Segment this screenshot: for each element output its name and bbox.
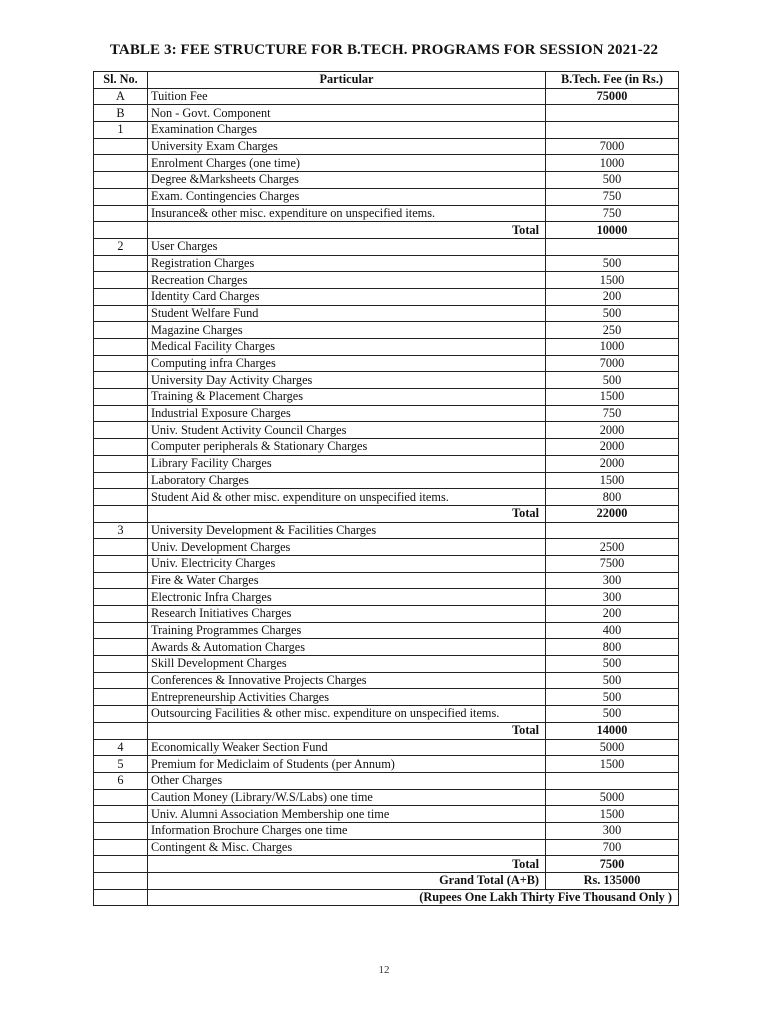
fee-cell (546, 105, 679, 122)
sl-no-cell (94, 606, 148, 623)
fee-cell: 500 (546, 255, 679, 272)
fee-cell: 500 (546, 656, 679, 673)
particular-cell: Registration Charges (148, 255, 546, 272)
sl-no-cell: 2 (94, 238, 148, 255)
particular-cell: Exam. Contingencies Charges (148, 188, 546, 205)
total-value: 14000 (546, 722, 679, 739)
total-label: Total (148, 722, 546, 739)
fee-cell: 750 (546, 205, 679, 222)
fee-cell: 800 (546, 639, 679, 656)
fee-cell: 800 (546, 489, 679, 506)
particular-cell: Training & Placement Charges (148, 389, 546, 406)
table-row (94, 672, 679, 689)
table-row (94, 455, 679, 472)
grand-total-row (94, 873, 679, 890)
table-row (94, 322, 679, 339)
particular-cell: University Day Activity Charges (148, 372, 546, 389)
sl-no-cell (94, 656, 148, 673)
particular-cell: Magazine Charges (148, 322, 546, 339)
total-value: 22000 (546, 505, 679, 522)
table-row (94, 639, 679, 656)
sl-no-cell: 5 (94, 756, 148, 773)
sl-no-cell (94, 405, 148, 422)
particular-cell: Awards & Automation Charges (148, 639, 546, 656)
fee-cell (546, 772, 679, 789)
particular-cell: University Exam Charges (148, 138, 546, 155)
page-title: TABLE 3: FEE STRUCTURE FOR B.TECH. PROGRAMS FOR SESSION 2021-22 (109, 42, 659, 58)
fee-cell: 75000 (546, 88, 679, 105)
table-row (94, 806, 679, 823)
table-row (94, 739, 679, 756)
table-row (94, 839, 679, 856)
fee-cell: 7000 (546, 355, 679, 372)
table-row (94, 656, 679, 673)
fee-cell: 2000 (546, 439, 679, 456)
table-row (94, 706, 679, 723)
table-row (94, 622, 679, 639)
table-row (94, 689, 679, 706)
table-row (94, 789, 679, 806)
table-row (94, 822, 679, 839)
particular-cell: Contingent & Misc. Charges (148, 839, 546, 856)
fee-cell: 5000 (546, 739, 679, 756)
particular-cell: Caution Money (Library/W.S/Labs) one time (148, 789, 546, 806)
sl-no-cell (94, 789, 148, 806)
table-row (94, 539, 679, 556)
sl-no-cell (94, 589, 148, 606)
table-row (94, 105, 679, 122)
fee-cell: 750 (546, 188, 679, 205)
table-row (94, 188, 679, 205)
sl-no-cell (94, 172, 148, 189)
table-row (94, 122, 679, 139)
table-row (94, 172, 679, 189)
sl-no-cell (94, 706, 148, 723)
page-number: 12 (378, 964, 390, 976)
table-row (94, 138, 679, 155)
fee-cell: 1500 (546, 806, 679, 823)
particular-cell: Library Facility Charges (148, 455, 546, 472)
table-row (94, 339, 679, 356)
fee-cell: 2000 (546, 422, 679, 439)
amount-in-words-sl (94, 889, 148, 906)
fee-cell: 400 (546, 622, 679, 639)
table-row (94, 255, 679, 272)
table-row (94, 305, 679, 322)
sl-no-cell (94, 222, 148, 239)
header-sl-no: Sl. No. (94, 72, 148, 89)
sl-no-cell (94, 288, 148, 305)
particular-cell: Examination Charges (148, 122, 546, 139)
sl-no-cell (94, 389, 148, 406)
fee-cell: 500 (546, 172, 679, 189)
table-row (94, 522, 679, 539)
particular-cell: Computing infra Charges (148, 355, 546, 372)
fee-cell: 500 (546, 372, 679, 389)
fee-cell: 300 (546, 572, 679, 589)
particular-cell: Student Aid & other misc. expenditure on unspecified items. (148, 489, 546, 506)
table-row (94, 88, 679, 105)
sl-no-cell (94, 472, 148, 489)
particular-cell: Univ. Electricity Charges (148, 555, 546, 572)
table-row (94, 288, 679, 305)
particular-cell: Non - Govt. Component (148, 105, 546, 122)
sl-no-cell (94, 422, 148, 439)
particular-cell: Univ. Development Charges (148, 539, 546, 556)
table-header-row (94, 72, 679, 89)
fee-cell: 500 (546, 689, 679, 706)
sl-no-cell (94, 205, 148, 222)
fee-cell (546, 238, 679, 255)
amount-in-words-row (94, 889, 679, 906)
total-row (94, 722, 679, 739)
particular-cell: Degree &Marksheets Charges (148, 172, 546, 189)
table-row (94, 472, 679, 489)
sl-no-cell (94, 322, 148, 339)
grand-total-sl (94, 873, 148, 890)
total-label: Total (148, 505, 546, 522)
sl-no-cell (94, 505, 148, 522)
grand-total-label: Grand Total (A+B) (148, 873, 546, 890)
fee-cell: 700 (546, 839, 679, 856)
sl-no-cell (94, 555, 148, 572)
fee-cell (546, 122, 679, 139)
fee-cell: 500 (546, 305, 679, 322)
particular-cell: Entrepreneurship Activities Charges (148, 689, 546, 706)
fee-cell: 300 (546, 822, 679, 839)
fee-cell: 750 (546, 405, 679, 422)
particular-cell: Fire & Water Charges (148, 572, 546, 589)
table-row (94, 489, 679, 506)
particular-cell: Univ. Student Activity Council Charges (148, 422, 546, 439)
fee-cell: 5000 (546, 789, 679, 806)
fee-cell: 200 (546, 606, 679, 623)
particular-cell: Enrolment Charges (one time) (148, 155, 546, 172)
table-row (94, 405, 679, 422)
particular-cell: Electronic Infra Charges (148, 589, 546, 606)
table-row (94, 572, 679, 589)
fee-cell: 250 (546, 322, 679, 339)
particular-cell: Medical Facility Charges (148, 339, 546, 356)
particular-cell: Conferences & Innovative Projects Charges (148, 672, 546, 689)
particular-cell: Information Brochure Charges one time (148, 822, 546, 839)
sl-no-cell: 1 (94, 122, 148, 139)
sl-no-cell: 4 (94, 739, 148, 756)
sl-no-cell (94, 272, 148, 289)
fee-cell: 200 (546, 288, 679, 305)
particular-cell: Recreation Charges (148, 272, 546, 289)
particular-cell: Research Initiatives Charges (148, 606, 546, 623)
sl-no-cell (94, 806, 148, 823)
header-particular: Particular (148, 72, 546, 89)
fee-cell: 300 (546, 589, 679, 606)
particular-cell: Identity Card Charges (148, 288, 546, 305)
fee-cell: 2000 (546, 455, 679, 472)
fee-cell: 7000 (546, 138, 679, 155)
sl-no-cell (94, 355, 148, 372)
particular-cell: Computer peripherals & Stationary Charges (148, 439, 546, 456)
sl-no-cell (94, 138, 148, 155)
particular-cell: Skill Development Charges (148, 656, 546, 673)
sl-no-cell: 3 (94, 522, 148, 539)
sl-no-cell: B (94, 105, 148, 122)
fee-cell: 1500 (546, 472, 679, 489)
fee-cell: 1500 (546, 756, 679, 773)
table-row (94, 372, 679, 389)
total-value: 7500 (546, 856, 679, 873)
sl-no-cell: 6 (94, 772, 148, 789)
table-row (94, 756, 679, 773)
fee-cell: 500 (546, 672, 679, 689)
table-row (94, 422, 679, 439)
table-row (94, 205, 679, 222)
header-fee: B.Tech. Fee (in Rs.) (546, 72, 679, 89)
total-label: Total (148, 222, 546, 239)
particular-cell: Industrial Exposure Charges (148, 405, 546, 422)
sl-no-cell (94, 622, 148, 639)
table-row (94, 589, 679, 606)
sl-no-cell (94, 339, 148, 356)
table-row (94, 389, 679, 406)
sl-no-cell (94, 539, 148, 556)
fee-cell: 2500 (546, 539, 679, 556)
particular-cell: Premium for Mediclaim of Students (per Annum) (148, 756, 546, 773)
sl-no-cell (94, 639, 148, 656)
particular-cell: Outsourcing Facilities & other misc. expenditure on unspecified items. (148, 706, 546, 723)
particular-cell: Tuition Fee (148, 88, 546, 105)
fee-cell: 1500 (546, 272, 679, 289)
sl-no-cell (94, 689, 148, 706)
particular-cell: User Charges (148, 238, 546, 255)
fee-cell (546, 522, 679, 539)
table-body (94, 88, 679, 872)
sl-no-cell (94, 255, 148, 272)
particular-cell: University Development & Facilities Charges (148, 522, 546, 539)
total-label: Total (148, 856, 546, 873)
particular-cell: Other Charges (148, 772, 546, 789)
table-row (94, 238, 679, 255)
fee-cell: 7500 (546, 555, 679, 572)
sl-no-cell (94, 188, 148, 205)
table-row (94, 272, 679, 289)
amount-in-words: (Rupees One Lakh Thirty Five Thousand Only ) (148, 889, 679, 906)
table-row (94, 606, 679, 623)
fee-structure-table (93, 71, 679, 906)
table-row (94, 439, 679, 456)
sl-no-cell (94, 839, 148, 856)
particular-cell: Univ. Alumni Association Membership one time (148, 806, 546, 823)
particular-cell: Training Programmes Charges (148, 622, 546, 639)
sl-no-cell (94, 672, 148, 689)
grand-total-value: Rs. 135000 (546, 873, 679, 890)
sl-no-cell (94, 155, 148, 172)
total-row (94, 856, 679, 873)
fee-cell: 1000 (546, 339, 679, 356)
total-row (94, 222, 679, 239)
sl-no-cell (94, 305, 148, 322)
fee-cell: 1000 (546, 155, 679, 172)
particular-cell: Laboratory Charges (148, 472, 546, 489)
fee-cell: 500 (546, 706, 679, 723)
table-row (94, 555, 679, 572)
sl-no-cell (94, 572, 148, 589)
sl-no-cell: A (94, 88, 148, 105)
sl-no-cell (94, 439, 148, 456)
sl-no-cell (94, 722, 148, 739)
sl-no-cell (94, 489, 148, 506)
sl-no-cell (94, 822, 148, 839)
table-row (94, 772, 679, 789)
particular-cell: Economically Weaker Section Fund (148, 739, 546, 756)
total-row (94, 505, 679, 522)
particular-cell: Insurance& other misc. expenditure on unspecified items. (148, 205, 546, 222)
table-row (94, 355, 679, 372)
sl-no-cell (94, 856, 148, 873)
sl-no-cell (94, 455, 148, 472)
table-row (94, 155, 679, 172)
fee-cell: 1500 (546, 389, 679, 406)
particular-cell: Student Welfare Fund (148, 305, 546, 322)
sl-no-cell (94, 372, 148, 389)
total-value: 10000 (546, 222, 679, 239)
